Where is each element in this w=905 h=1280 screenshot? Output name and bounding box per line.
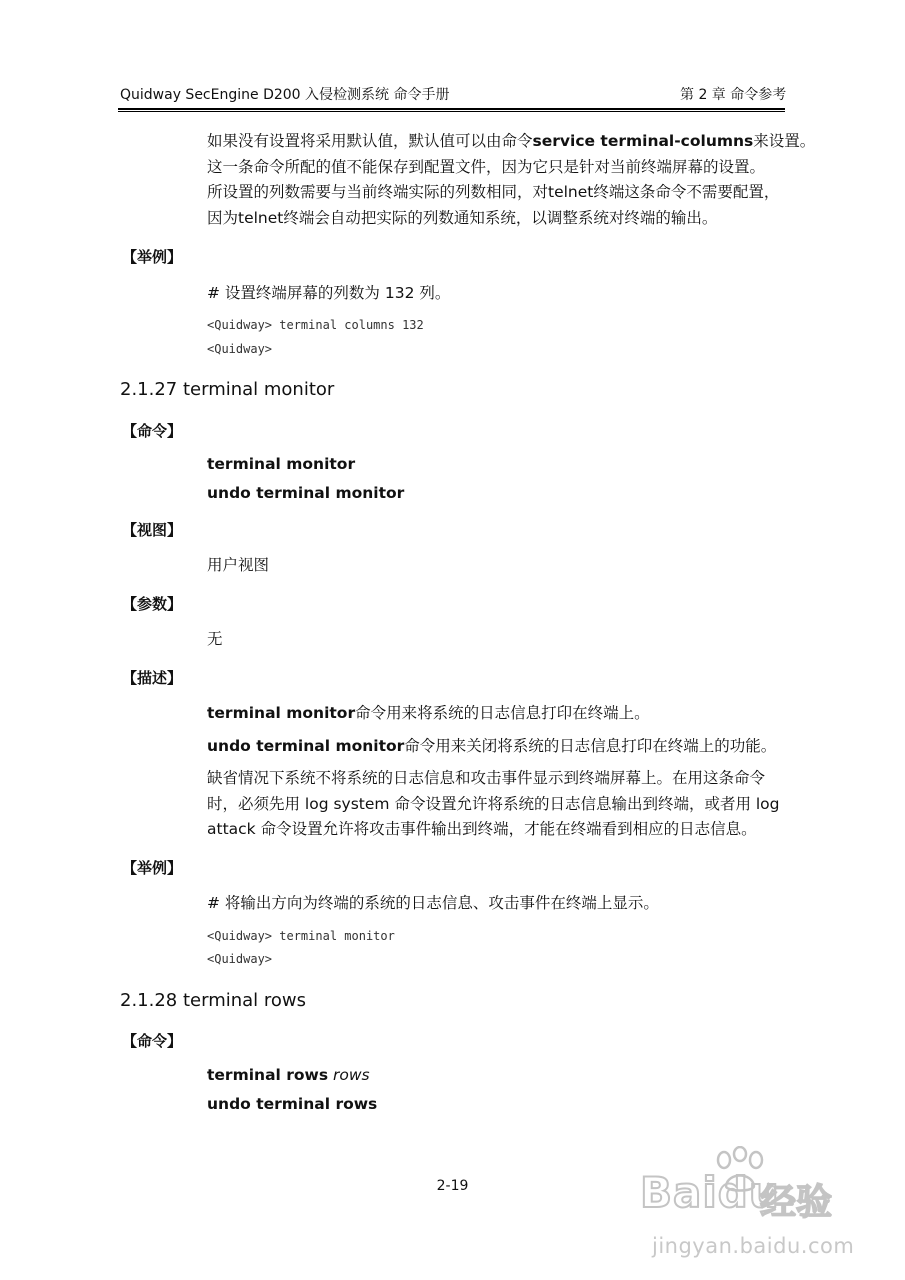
description-command: terminal monitor xyxy=(207,704,356,722)
watermark xyxy=(640,1140,870,1270)
description-line-1 xyxy=(207,703,650,723)
description-text: 命令用来关闭将系统的日志信息打印在终端上的功能。 xyxy=(404,737,777,755)
view-value: 用户视图 xyxy=(207,556,270,574)
intro-line-1 xyxy=(207,131,815,151)
page-number: 2-19 xyxy=(436,1178,469,1194)
watermark-cn: 经验 xyxy=(760,1182,833,1223)
description-line-4: 时，必须先用 log system 命令设置允许将系统的日志信息输出到终端，或者用 log xyxy=(207,795,780,813)
param-tag: 【参数】 xyxy=(122,595,183,613)
description-line-2 xyxy=(207,736,776,756)
example-description: # 将输出方向为终端的系统的日志信息、攻击事件在终端上显示。 xyxy=(207,894,659,912)
header-chapter: 第 2 章 命令参考 xyxy=(680,87,787,103)
watermark-logo: Baidu xyxy=(640,1168,780,1217)
intro-text: 如果没有设置将采用默认值，默认值可以由命令 xyxy=(207,132,533,150)
header-rule xyxy=(118,108,785,110)
description-line-5: attack 命令设置允许将攻击事件输出到终端，才能在终端看到相应的日志信息。 xyxy=(207,820,757,838)
command-tag: 【命令】 xyxy=(122,422,183,440)
watermark-url: jingyan.baidu.com xyxy=(652,1234,855,1258)
command-tag: 【命令】 xyxy=(122,1032,183,1050)
description-text: 命令用来将系统的日志信息打印在终端上。 xyxy=(355,704,650,722)
intro-command: service terminal-columns xyxy=(532,132,754,150)
section-heading: 2.1.28 terminal rows xyxy=(120,990,307,1011)
command-syntax: terminal monitor xyxy=(207,455,356,473)
description-tag: 【描述】 xyxy=(122,669,183,687)
code-line: <Quidway> terminal monitor xyxy=(207,929,395,943)
intro-line-3: 所设置的列数需要与当前终端实际的列数相同，对telnet终端这条命令不需要配置， xyxy=(207,183,780,201)
code-line: <Quidway> xyxy=(207,342,273,356)
description-line-3: 缺省情况下系统不将系统的日志信息和攻击事件显示到终端屏幕上。在用这条命令 xyxy=(207,769,766,787)
command-syntax-undo: undo terminal monitor xyxy=(207,484,405,502)
view-tag: 【视图】 xyxy=(122,521,183,539)
command-keyword: terminal rows xyxy=(207,1066,329,1084)
header-title: Quidway SecEngine D200 入侵检测系统 命令手册 xyxy=(120,87,450,103)
command-syntax xyxy=(207,1065,370,1085)
example-tag: 【举例】 xyxy=(122,248,183,266)
description-command: undo terminal monitor xyxy=(207,737,405,755)
param-value: 无 xyxy=(207,630,223,648)
intro-line-4: 因为telnet终端会自动把实际的列数通知系统，以调整系统对终端的输出。 xyxy=(207,209,718,227)
code-line: <Quidway> terminal columns 132 xyxy=(207,318,424,332)
example-description: # 设置终端屏幕的列数为 132 列。 xyxy=(207,284,451,302)
intro-text-end: 来设置。 xyxy=(753,132,816,150)
header-rule-thin xyxy=(118,111,785,112)
example-tag: 【举例】 xyxy=(122,859,183,877)
command-argument: rows xyxy=(333,1066,370,1084)
command-syntax-undo: undo terminal rows xyxy=(207,1095,378,1113)
section-heading: 2.1.27 terminal monitor xyxy=(120,379,335,400)
intro-line-2: 这一条命令所配的值不能保存到配置文件，因为它只是针对当前终端屏幕的设置。 xyxy=(207,158,766,176)
code-line: <Quidway> xyxy=(207,952,273,966)
